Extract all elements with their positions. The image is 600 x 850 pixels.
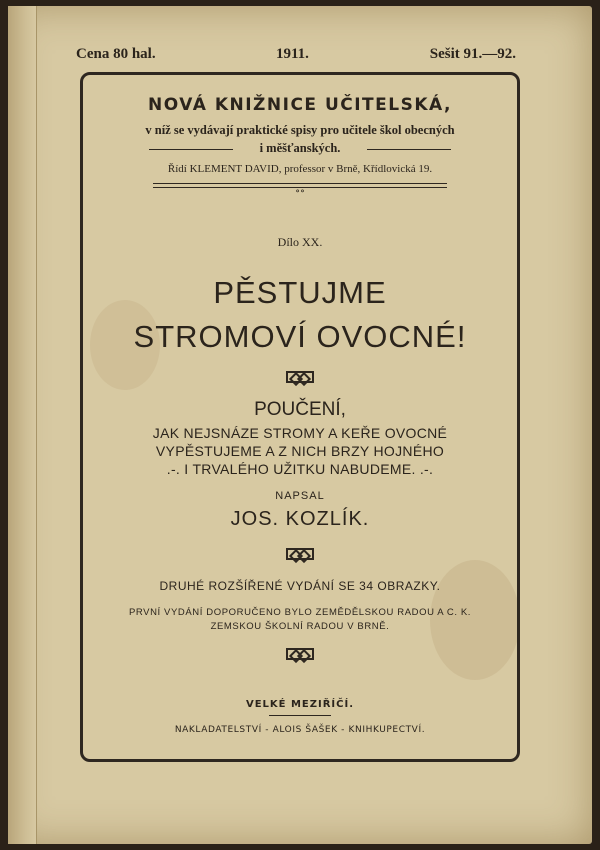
lesson-heading: POUČENÍ,	[254, 399, 346, 420]
description-line: VYPĚSTUJEME A Z NICH BRZY HOJNÉHO	[155, 443, 445, 459]
first-edition-note: PRVNÍ VYDÁNÍ DOPORUČENO BYLO ZEMĚDĚLSKOU RADOU A C. K.	[128, 607, 472, 618]
series-title: NOVÁ KNIŽNICE UČITELSKÁ,	[148, 95, 452, 115]
cover-header	[76, 46, 516, 68]
issue-label: Sešit 91.—92.	[429, 46, 516, 62]
description-line: .-. I TRVALÉHO UŽITKU NABUDEME. .-.	[166, 461, 434, 477]
series-subtitle: i měšťanských.	[259, 141, 341, 155]
publisher-line: NAKLADATELSTVÍ - ALOIS ŠAŠEK - KNIHKUPECTVÍ.	[174, 725, 426, 735]
author-name: JOS. KOZLÍK.	[230, 508, 370, 530]
divider	[269, 715, 331, 716]
ornament-icon	[286, 648, 314, 660]
editor-line: Řídí KLEMENT DAVID, professor v Brně, Křídlovická 19.	[167, 163, 433, 175]
description-line: JAK NEJSNÁZE STROMY A KEŘE OVOCNÉ	[152, 425, 448, 441]
book-title: STROMOVÍ OVOCNÉ!	[133, 319, 467, 354]
year-label: 1911.	[276, 46, 309, 62]
title-frame	[80, 72, 520, 762]
divider	[367, 149, 451, 150]
book-spine	[8, 6, 37, 844]
book-title: PĚSTUJME	[213, 275, 387, 310]
ornament-icon	[286, 548, 314, 560]
price-label: Cena 80 hal.	[76, 46, 156, 62]
ornament-dots: ∘∘	[295, 186, 305, 197]
publication-place: VELKÉ MEZIŘÍČÍ.	[245, 699, 355, 710]
written-by-label: NAPSAL	[275, 490, 325, 502]
ornament-icon	[286, 371, 314, 383]
work-number: Dílo XX.	[277, 235, 323, 249]
edition-note: DRUHÉ ROZŠÍŘENÉ VYDÁNÍ SE 34 OBRAZKY.	[159, 579, 441, 593]
series-subtitle: v níž se vydávají praktické spisy pro učitele škol obecných	[145, 123, 455, 137]
first-edition-note: ZEMSKOU ŠKOLNÍ RADOU V BRNĚ.	[210, 621, 390, 632]
